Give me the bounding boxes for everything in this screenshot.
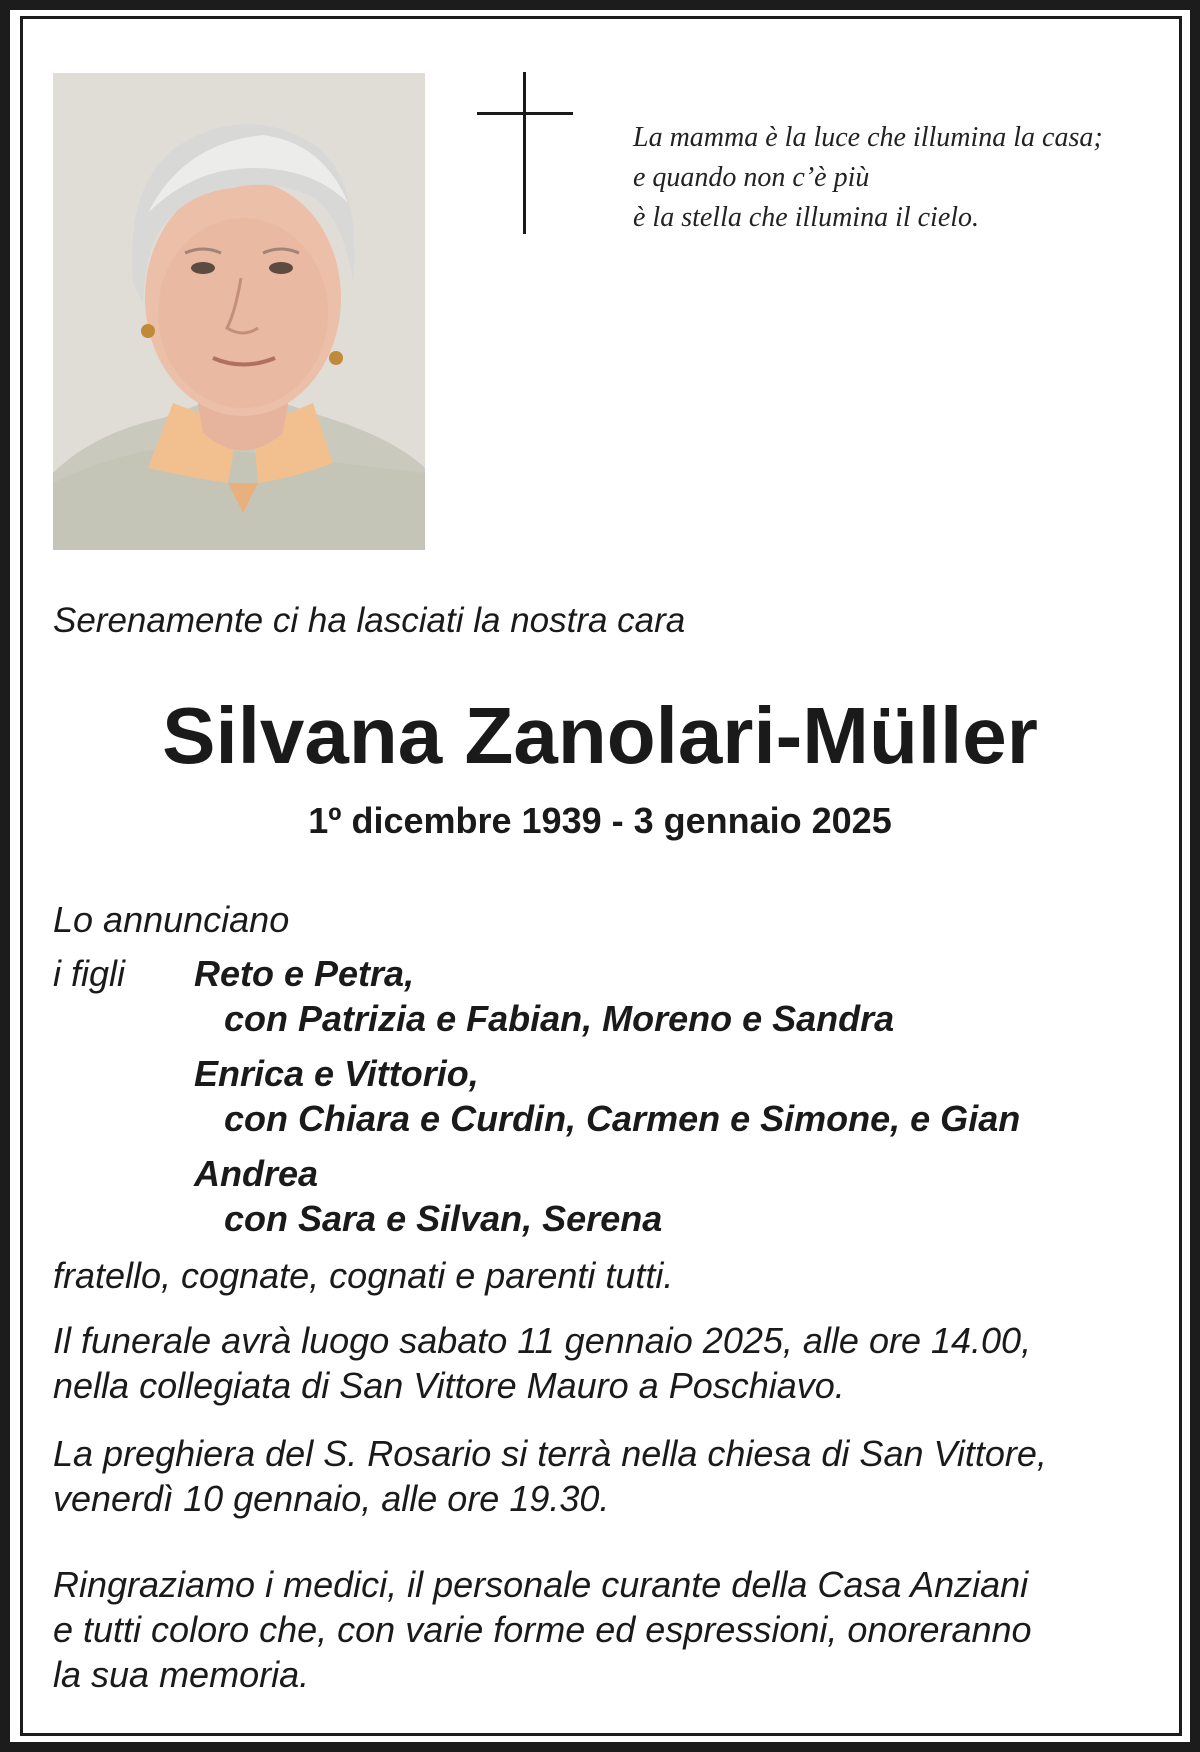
rosary-line: venerdì 10 gennaio, alle ore 19.30.	[53, 1478, 610, 1519]
cross-icon	[475, 72, 575, 234]
rosary-info	[53, 1431, 1047, 1521]
quote-line: è la stella che illumina il cielo.	[633, 202, 980, 233]
funeral-info	[53, 1318, 1031, 1408]
children-label: i figli	[53, 953, 126, 994]
life-dates: 1º dicembre 1939 - 3 gennaio 2025	[308, 800, 892, 841]
child-name: Andrea	[194, 1153, 319, 1194]
thanks-line: Ringraziamo i medici, il personale curante della Casa Anziani	[53, 1564, 1029, 1605]
portrait-photo	[53, 73, 425, 550]
child-name: Enrica e Vittorio,	[194, 1053, 479, 1094]
intro-text: Serenamente ci ha lasciati la nostra cara	[53, 601, 686, 640]
thanks-line: la sua memoria.	[53, 1654, 310, 1695]
funeral-line: nella collegiata di San Vittore Mauro a Poschiavo.	[53, 1365, 845, 1406]
child-name: Reto e Petra,	[194, 953, 415, 994]
quote-line: e quando non c’è più	[633, 162, 870, 193]
child-family: con Sara e Silvan, Serena	[224, 1198, 663, 1239]
rosary-line: La preghiera del S. Rosario si terrà nella chiesa di San Vittore,	[53, 1433, 1047, 1474]
thanks-line: e tutti coloro che, con varie forme ed espressioni, onoreranno	[53, 1609, 1032, 1650]
thanks-text	[53, 1562, 1032, 1697]
quote-line: La mamma è la luce che illumina la casa;	[633, 122, 1103, 153]
child-family: con Chiara e Curdin, Carmen e Simone, e Gian	[224, 1098, 1021, 1139]
deceased-name: Silvana Zanolari-Müller	[162, 691, 1038, 780]
announce-text: Lo annunciano	[53, 899, 290, 940]
child-family: con Patrizia e Fabian, Moreno e Sandra	[224, 998, 895, 1039]
epigraph-quote	[633, 118, 1153, 238]
relatives-text: fratello, cognate, cognati e parenti tutti.	[53, 1255, 674, 1296]
funeral-line: Il funerale avrà luogo sabato 11 gennaio 2025, alle ore 14.00,	[53, 1320, 1032, 1361]
